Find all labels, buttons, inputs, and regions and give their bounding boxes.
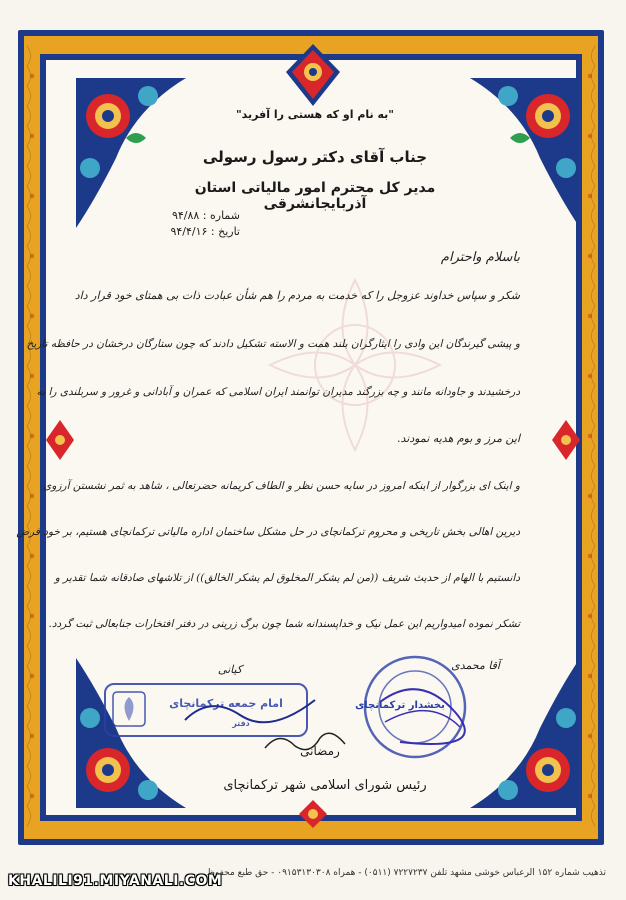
body-line: درخشیدند و جاودانه مانند و چه بزرگند مدیران توانمند ایران اسلامی که عمران و آبادانی و غرور و سربلندی را به (36, 386, 520, 398)
bismillah-text: "به نام او که هستی را آفرید" (235, 108, 395, 121)
side-ornament-left-icon (46, 420, 74, 460)
emblem-icon (112, 691, 146, 727)
corner-ornament-bottom-right-icon (470, 658, 580, 808)
body-line: این مرز و بوم هدیه نمودند. (397, 432, 520, 445)
greeting-text: باسلام واحترام (440, 250, 520, 265)
bottom-ornament-icon (299, 800, 327, 828)
recipient-name: جناب آقای دکتر رسول رسولی (202, 148, 428, 166)
signer-bottom-title: رئیس شورای اسلامی شهر ترکمانچای (223, 778, 427, 793)
site-watermark: KHALILI91.MIYANALI.COM (8, 873, 223, 889)
stamp-left-text: امام جمعه ترکمانچای (169, 697, 283, 710)
recipient-title: مدیر کل محترم امور مالیاتی استان آذربایجانشرقی (194, 180, 436, 212)
body-line: و اینک ای بزرگوار از اینکه امروز در سایه حسن نظر و الطاف کریمانه حضرتعالی ، شاهد به ثمر نشستن آرزوی (43, 480, 520, 492)
body-line: و پیشی گیرندگان این وادی را ایثارگران بلند همت و الاسته تشکیل دادند که چون ستارگان درخشان در حافظه تاریخ (26, 338, 520, 350)
stamp-right-text: بخشدار ترکمانچای (355, 700, 445, 711)
body-line: تشکر نموده امیدواریم این عمل نیک و خداپسندانه شما چون برگ زرینی در دفتر افتخارات جنابعالی ثبت گردد. (48, 618, 520, 630)
stamp-left-sub: دفتر (232, 719, 250, 728)
body-line: دیرین اهالی بخش تاریخی و محروم ترکمانچای در حل مشکل ساختمان اداره مالیاتی ترکمانچای هستیم، بر خود فرض (16, 526, 520, 538)
letter-date: تاریخ : ۹۴/۴/۱۶ (170, 225, 240, 238)
top-ornament-icon (282, 42, 344, 108)
body-line: دانستیم با الهام از حدیث شریف ((من لم یشکر المخلوق لم یشکر الخالق)) از تلاشهای صادقانه شما تقدیر و (54, 572, 520, 584)
signature-left-icon (180, 690, 320, 730)
signer-right-handwritten: آقا محمدی (451, 659, 500, 672)
corner-ornament-top-right-icon (470, 78, 580, 228)
background-flower-watermark (230, 240, 480, 490)
body-line: شکر و سپاس خداوند عزوجل را که خدمت به مردم را هم شأن عبادت ذات بی همتای خود قرار داد (74, 289, 520, 302)
signer-bottom-name: رمضانی (300, 744, 340, 758)
letter-number: شماره : ۹۴/۸۸ (171, 209, 240, 222)
printer-info: تذهیب شماره ۱۵۲ الرعباس خوشی مشهد تلفن ۷۲۲۷۲۳۷ (۰۵۱۱) - همراه ۰۹۱۵۳۱۳۰۳۰۸ - حق طبع محفوظ (206, 868, 606, 878)
signer-left-handwritten: کیانی (217, 663, 243, 676)
side-ornament-right-icon (552, 420, 580, 460)
